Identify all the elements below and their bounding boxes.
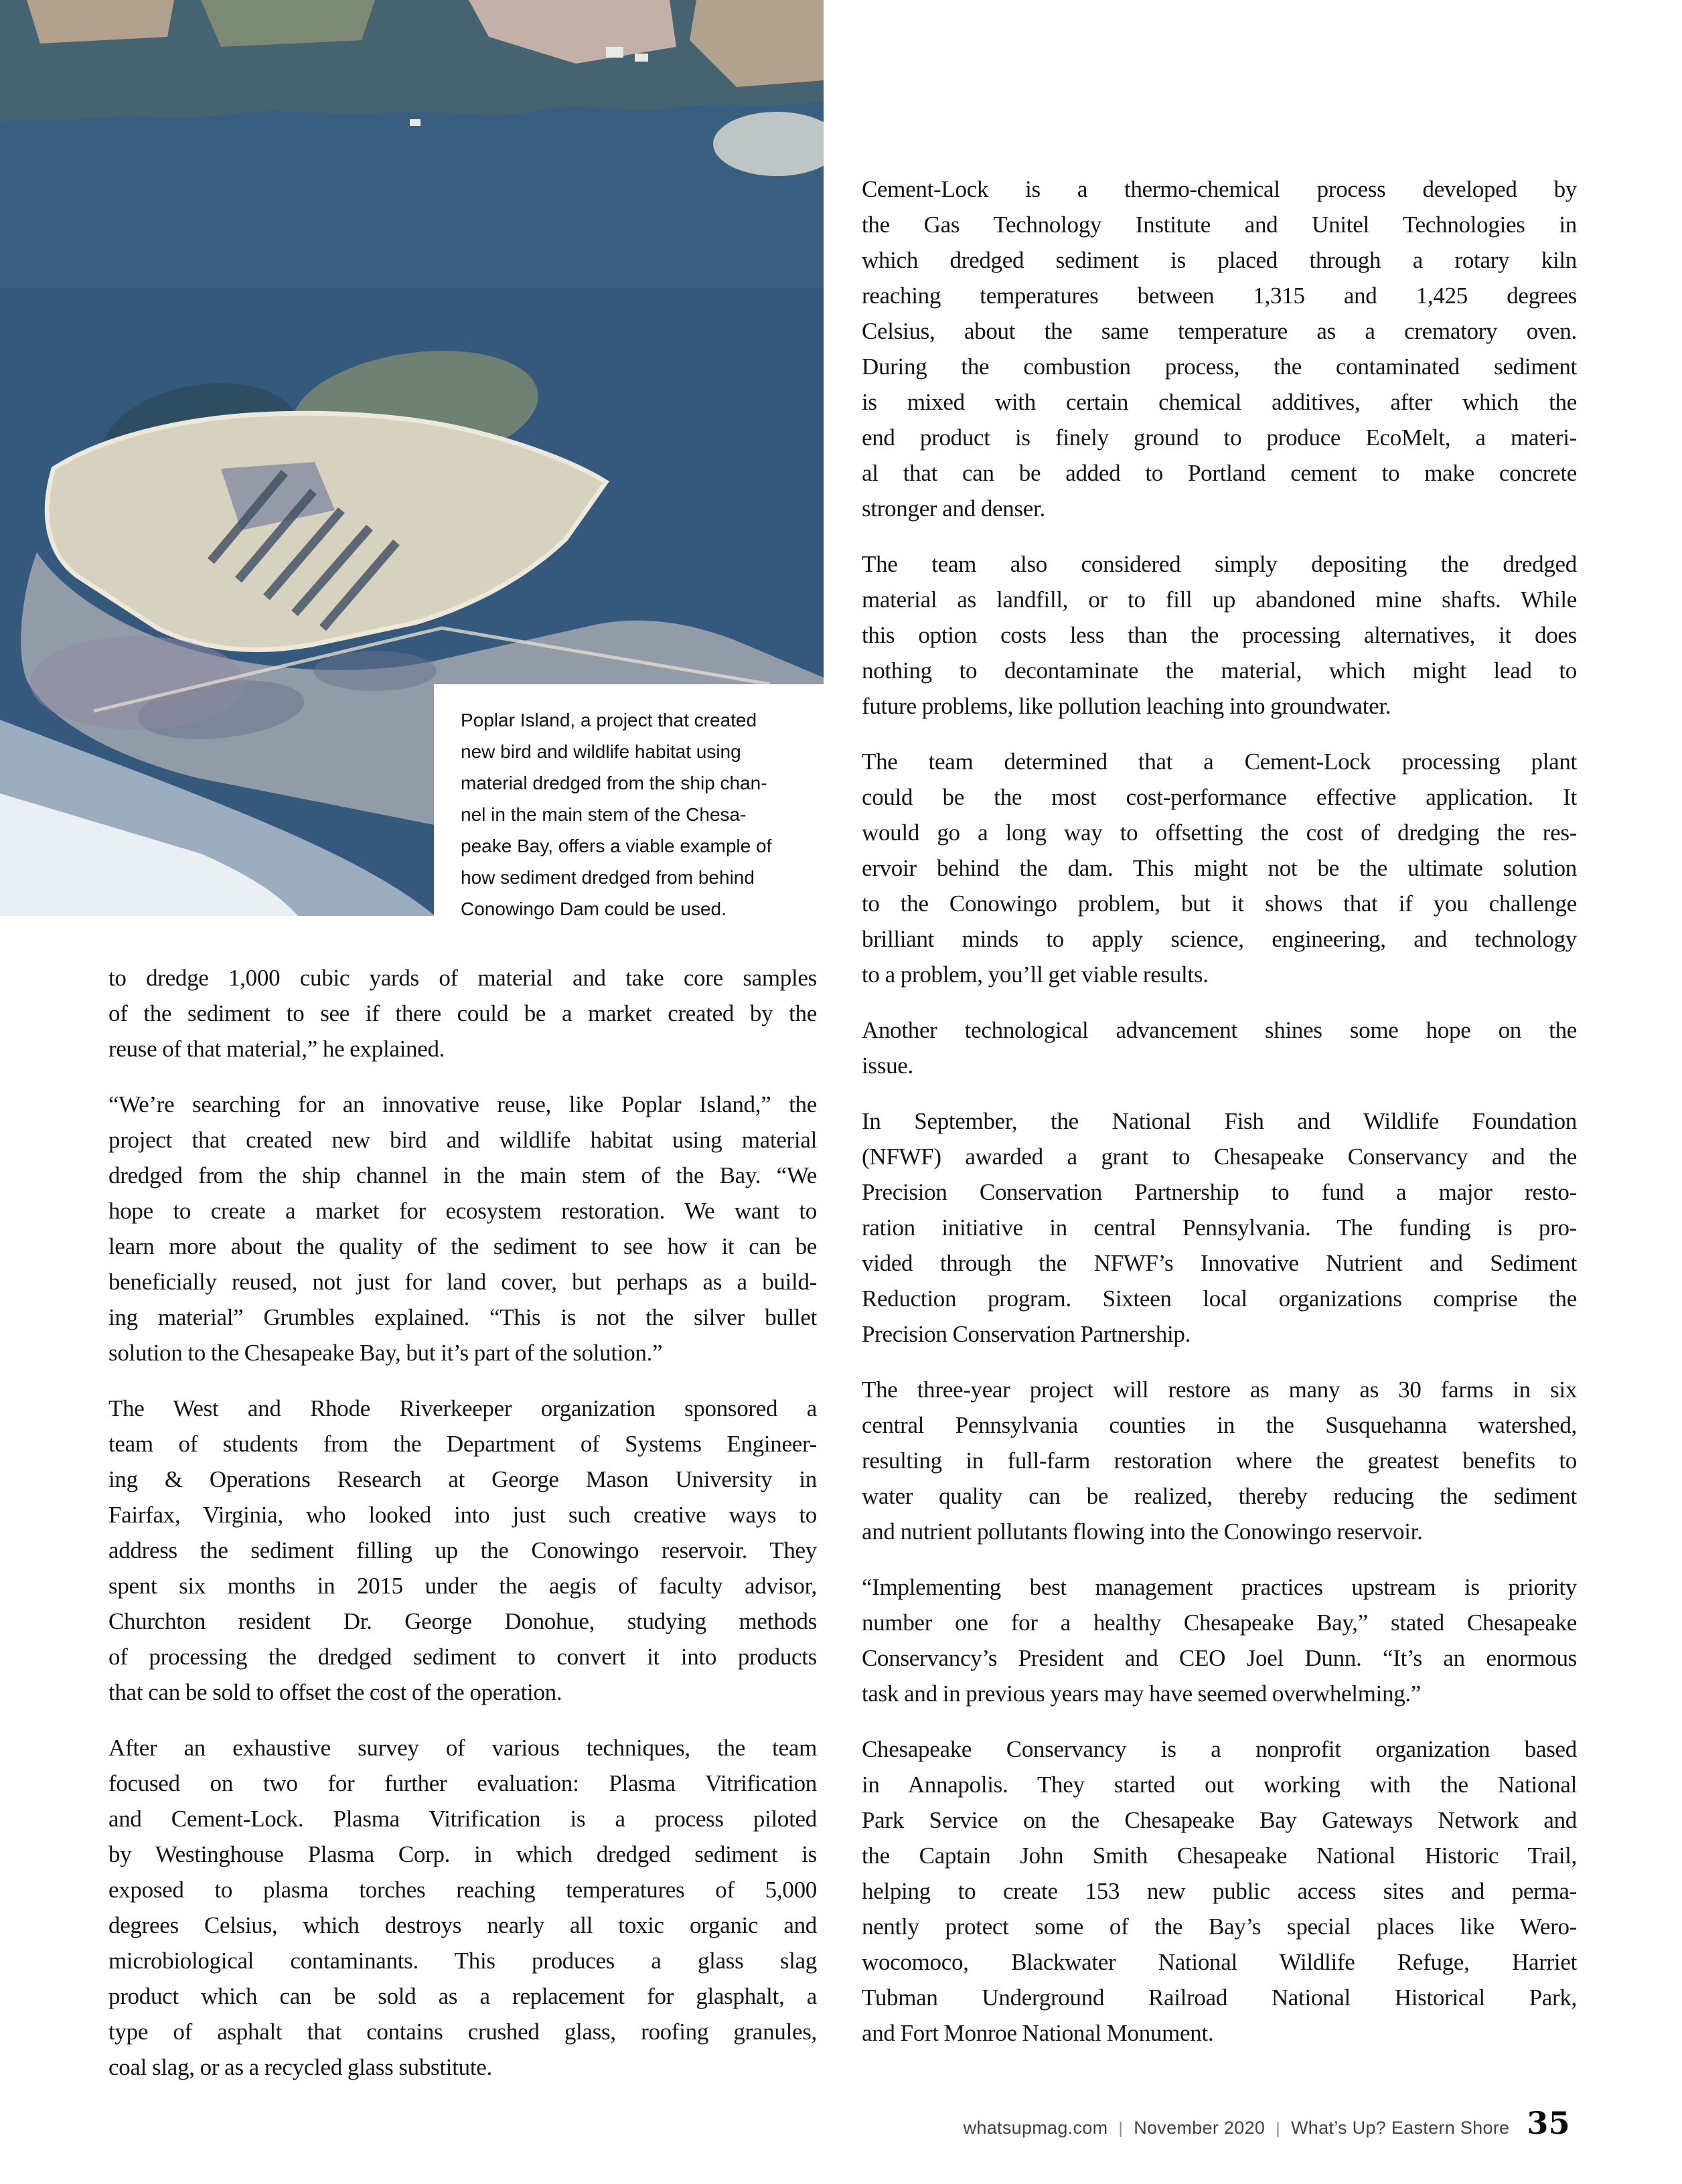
text-line: product which can be sold as a replacement for glasphalt, a bbox=[108, 1983, 817, 2009]
text-line: to dredge 1,000 cubic yards of material and take core samples bbox=[108, 965, 817, 991]
text-line: and Cement-Lock. Plasma Vitrification is a process piloted bbox=[108, 1806, 817, 1832]
text-line: end product is finely ground to produce EcoMelt, a materi- bbox=[862, 424, 1577, 451]
text-line: Reduction program. Sixteen local organizations comprise the bbox=[862, 1285, 1577, 1312]
text-line: reaching temperatures between 1,315 and 1,425 degrees bbox=[862, 283, 1577, 309]
paragraph bbox=[862, 1012, 1577, 1083]
paragraph bbox=[108, 1730, 817, 2085]
text-line: ervoir behind the dam. This might not be the ultimate solution bbox=[862, 855, 1577, 881]
text-line: microbiological contaminants. This produces a glass slag bbox=[108, 1948, 817, 1974]
text-line: the Gas Technology Institute and Unitel Technologies in bbox=[862, 212, 1577, 238]
text-line: resulting in full-farm restoration where the greatest benefits to bbox=[862, 1448, 1577, 1474]
farm-field bbox=[27, 0, 174, 44]
text-line: wocomoco, Blackwater National Wildlife Refuge, Harriet bbox=[862, 1949, 1577, 1975]
footer-separator: | bbox=[1118, 2119, 1124, 2138]
text-line: al that can be added to Portland cement to make concrete bbox=[862, 460, 1577, 486]
text-line: peake Bay, offers a viable example of bbox=[461, 836, 772, 856]
paragraph bbox=[108, 1391, 817, 1710]
text-line: stronger and denser. bbox=[862, 495, 1045, 522]
text-line: Conservancy’s President and CEO Joel Dunn. “It’s an enormous bbox=[862, 1645, 1577, 1671]
text-line: brilliant minds to apply science, engineering, and technology bbox=[862, 926, 1577, 952]
footer-edition: What’s Up? Eastern Shore bbox=[1291, 2118, 1510, 2138]
text-line: of processing the dredged sediment to convert it into products bbox=[108, 1644, 817, 1670]
text-line: After an exhaustive survey of various techniques, the team bbox=[108, 1735, 817, 1761]
text-line: is mixed with certain chemical additives, after which the bbox=[862, 389, 1577, 415]
text-line: The three-year project will restore as many as 30 farms in six bbox=[862, 1377, 1577, 1403]
text-line: type of asphalt that contains crushed glass, roofing granules, bbox=[108, 2019, 817, 2045]
text-line: nel in the main stem of the Chesa- bbox=[461, 804, 747, 825]
paragraph bbox=[862, 171, 1577, 526]
text-line: spent six months in 2015 under the aegis of faculty advisor, bbox=[108, 1573, 817, 1599]
photo-caption bbox=[434, 684, 824, 925]
text-line: ration initiative in central Pennsylvania. The funding is pro- bbox=[862, 1215, 1577, 1241]
flat-mottle bbox=[313, 651, 437, 691]
text-line: Tubman Underground Railroad National Historical Park, bbox=[862, 1984, 1577, 2011]
text-line: the Captain John Smith Chesapeake National Historic Trail, bbox=[862, 1843, 1577, 1869]
text-line: Park Service on the Chesapeake Bay Gateways Network and bbox=[862, 1807, 1577, 1833]
shore-building bbox=[410, 119, 420, 126]
text-line: nothing to decontaminate the material, which might lead to bbox=[862, 657, 1577, 684]
text-line: Precision Conservation Partnership. bbox=[862, 1321, 1191, 1347]
page-number: 35 bbox=[1527, 2105, 1570, 2141]
text-line: and nutrient pollutants flowing into the Conowingo reservoir. bbox=[862, 1518, 1423, 1545]
text-line: task and in previous years may have seemed overwhelming.” bbox=[862, 1681, 1422, 1707]
text-line: dredged from the ship channel in the main stem of the Bay. “We bbox=[108, 1162, 817, 1188]
text-line: in Annapolis. They started out working with the National bbox=[862, 1772, 1577, 1798]
text-line: by Westinghouse Plasma Corp. in which dredged sediment is bbox=[108, 1841, 817, 1867]
text-line: hope to create a market for ecosystem restoration. We want to bbox=[108, 1198, 817, 1224]
text-line: which dredged sediment is placed through a rotary kiln bbox=[862, 247, 1577, 273]
text-line: In September, the National Fish and Wildlife Foundation bbox=[862, 1108, 1577, 1134]
text-line: nently protect some of the Bay’s special places like Wero- bbox=[862, 1914, 1577, 1940]
text-line: Cement-Lock is a thermo-chemical process developed by bbox=[862, 176, 1577, 202]
text-line: Conowingo Dam could be used. bbox=[461, 899, 727, 919]
paragraph bbox=[862, 1731, 1577, 2051]
text-line: “We’re searching for an innovative reuse, like Poplar Island,” the bbox=[108, 1091, 817, 1117]
footer-site: whatsupmag.com bbox=[963, 2118, 1108, 2138]
text-line: to a problem, you’ll get viable results. bbox=[862, 961, 1209, 988]
text-line: material as landfill, or to fill up abandoned mine shafts. While bbox=[862, 587, 1577, 613]
text-line: reuse of that material,” he explained. bbox=[108, 1036, 445, 1062]
text-line: (NFWF) awarded a grant to Chesapeake Conservancy and the bbox=[862, 1144, 1577, 1170]
text-line: team of students from the Department of Systems Engineer- bbox=[108, 1431, 817, 1457]
text-line: future problems, like pollution leaching into groundwater. bbox=[862, 693, 1391, 719]
text-line: Another technological advancement shines some hope on the bbox=[862, 1017, 1577, 1043]
paragraph bbox=[862, 1569, 1577, 1711]
text-line: water quality can be realized, thereby reducing the sediment bbox=[862, 1483, 1577, 1509]
text-line: ing material” Grumbles explained. “This is not the silver bullet bbox=[108, 1304, 817, 1330]
text-line: how sediment dredged from behind bbox=[461, 867, 755, 888]
text-line: beneficially reused, not just for land cover, but perhaps as a build- bbox=[108, 1269, 817, 1295]
text-line: to the Conowingo problem, but it shows that if you challenge bbox=[862, 890, 1577, 917]
text-line: that can be sold to offset the cost of the operation. bbox=[108, 1679, 562, 1705]
text-line: coal slag, or as a recycled glass substitute. bbox=[108, 2054, 492, 2080]
text-line: Celsius, about the same temperature as a crematory oven. bbox=[862, 318, 1577, 344]
text-line: new bird and wildlife habitat using bbox=[461, 741, 741, 762]
text-line: During the combustion process, the contaminated sediment bbox=[862, 354, 1577, 380]
text-line: learn more about the quality of the sediment to see how it can be bbox=[108, 1233, 817, 1259]
text-line: The team determined that a Cement-Lock processing plant bbox=[862, 749, 1577, 775]
paragraph bbox=[108, 1087, 817, 1371]
paragraph bbox=[108, 960, 817, 1067]
text-line: The West and Rhode Riverkeeper organization sponsored a bbox=[108, 1395, 817, 1421]
text-line: of the sediment to see if there could be a market created by the bbox=[108, 1000, 817, 1026]
text-line: Poplar Island, a project that created bbox=[461, 710, 757, 730]
text-line: this option costs less than the processing alternatives, it does bbox=[862, 622, 1577, 648]
footer-separator: | bbox=[1276, 2119, 1280, 2138]
shore-building bbox=[606, 47, 623, 58]
paragraph bbox=[862, 546, 1577, 724]
paragraph bbox=[862, 1372, 1577, 1549]
text-line: degrees Celsius, which destroys nearly all toxic organic and bbox=[108, 1912, 817, 1938]
farm-field bbox=[201, 0, 375, 47]
text-line: Churchton resident Dr. George Donohue, studying methods bbox=[108, 1608, 817, 1634]
text-line: Chesapeake Conservancy is a nonprofit organization based bbox=[862, 1736, 1577, 1762]
text-line: material dredged from the ship chan- bbox=[461, 773, 767, 793]
text-line: would go a long way to offsetting the cost of dredging the res- bbox=[862, 820, 1577, 846]
article-right-column bbox=[862, 171, 1577, 2071]
footer-issue: November 2020 bbox=[1134, 2118, 1266, 2138]
text-line: and Fort Monroe National Monument. bbox=[862, 2020, 1214, 2046]
text-line: exposed to plasma torches reaching temperatures of 5,000 bbox=[108, 1877, 817, 1903]
shore-building bbox=[635, 54, 648, 62]
text-line: focused on two for further evaluation: Plasma Vitrification bbox=[108, 1770, 817, 1796]
text-line: Fairfax, Virginia, who looked into just such creative ways to bbox=[108, 1502, 817, 1528]
text-line: helping to create 153 new public access sites and perma- bbox=[862, 1878, 1577, 1904]
text-line: address the sediment filling up the Conowingo reservoir. They bbox=[108, 1537, 817, 1563]
text-line: could be the most cost-performance effective application. It bbox=[862, 784, 1577, 810]
text-line: central Pennsylvania counties in the Susquehanna watershed, bbox=[862, 1412, 1577, 1438]
text-line: The team also considered simply depositing the dredged bbox=[862, 551, 1577, 577]
text-line: project that created new bird and wildlife habitat using material bbox=[108, 1127, 817, 1153]
text-line: issue. bbox=[862, 1052, 913, 1079]
text-line: number one for a healthy Chesapeake Bay,” stated Chesapeake bbox=[862, 1610, 1577, 1636]
paragraph bbox=[862, 744, 1577, 992]
article-left-column bbox=[108, 960, 817, 2105]
page-footer bbox=[964, 2105, 1570, 2141]
paragraph bbox=[862, 1103, 1577, 1352]
text-line: ing & Operations Research at George Mason University in bbox=[108, 1466, 817, 1492]
text-line: “Implementing best management practices upstream is priority bbox=[862, 1574, 1577, 1600]
text-line: vided through the NFWF’s Innovative Nutrient and Sediment bbox=[862, 1250, 1577, 1276]
text-line: solution to the Chesapeake Bay, but it’s part of the solution.” bbox=[108, 1340, 663, 1366]
text-line: Precision Conservation Partnership to fund a major resto- bbox=[862, 1179, 1577, 1205]
photo-caption-panel bbox=[434, 684, 824, 919]
